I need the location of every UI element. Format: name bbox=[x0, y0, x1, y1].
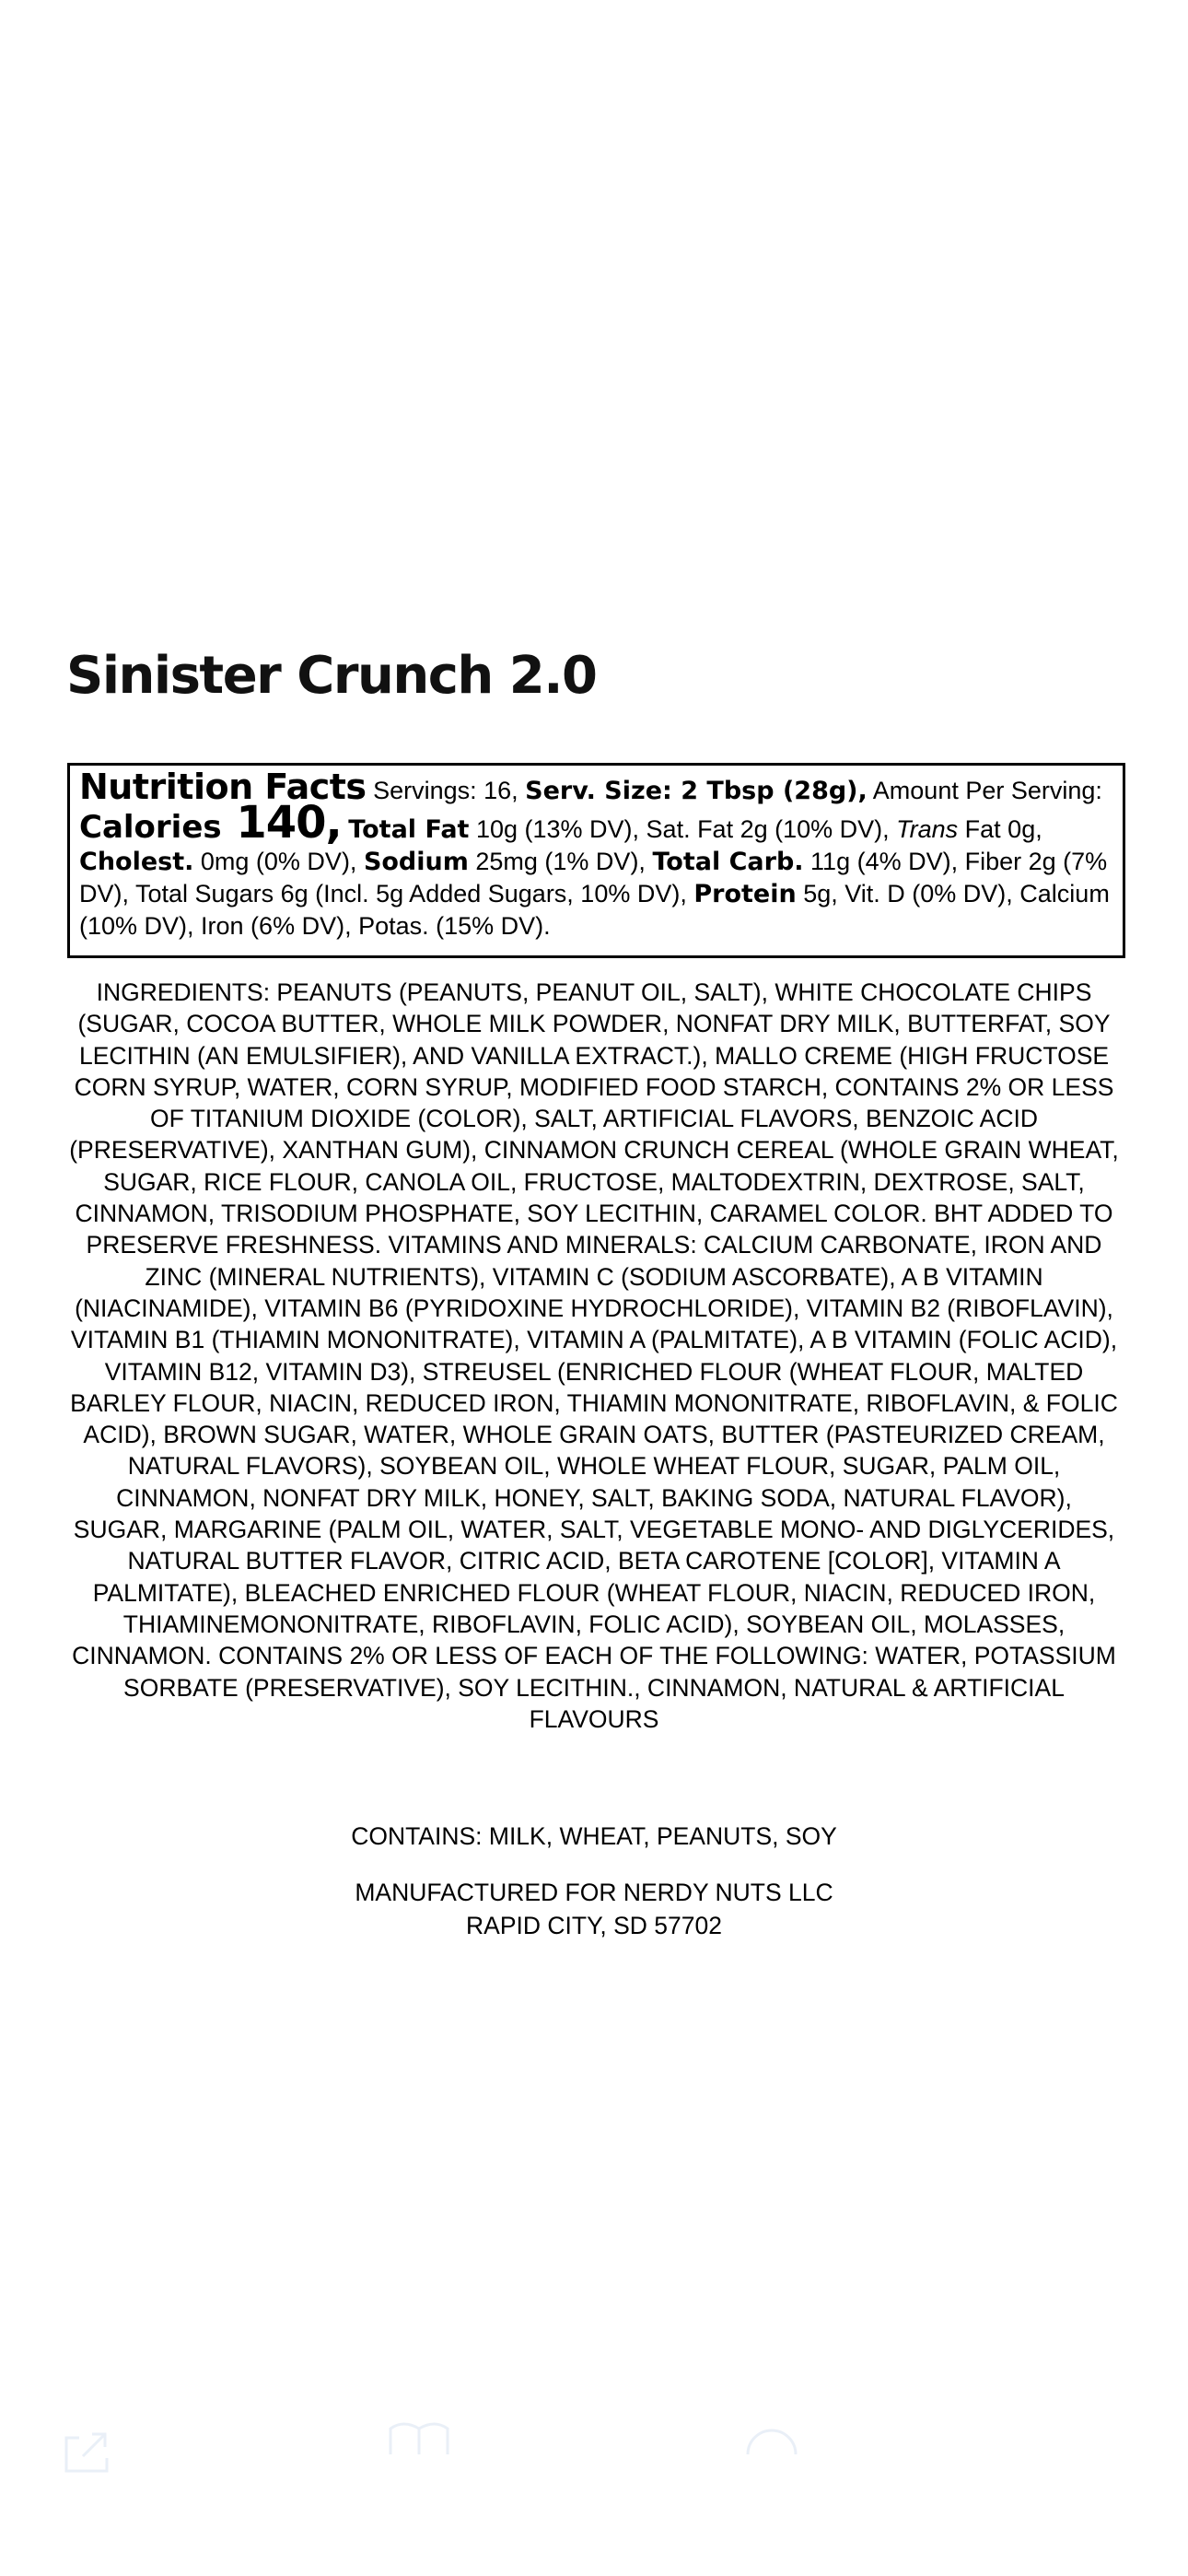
total-fat-value: 10g (13% DV), Sat. Fat 2g (10% DV), bbox=[469, 815, 897, 843]
nutrition-facts-box bbox=[67, 763, 1125, 958]
serving-size: Serv. Size: 2 Tbsp (28g), bbox=[525, 777, 868, 805]
manufacturer-address: RAPID CITY, SD 57702 bbox=[466, 1912, 722, 1939]
total-fat-label: Total Fat bbox=[348, 815, 470, 844]
bottom-toolbar bbox=[0, 2395, 1188, 2506]
cholesterol-label: Cholest. bbox=[79, 848, 194, 876]
sodium-value: 25mg (1% DV), bbox=[468, 848, 653, 875]
product-title: Sinister Crunch 2.0 bbox=[66, 646, 597, 706]
servings-text: Servings: 16, bbox=[366, 777, 526, 804]
trans-fat-label: Trans bbox=[896, 815, 959, 843]
calories-label: Calories bbox=[79, 809, 222, 846]
cholesterol-value: 0mg (0% DV), bbox=[193, 848, 364, 875]
share-icon[interactable] bbox=[63, 2429, 111, 2475]
calories-value: 140, bbox=[221, 797, 342, 849]
nutrition-facts-heading: Nutrition Facts bbox=[79, 767, 367, 807]
book-icon[interactable] bbox=[387, 2419, 451, 2456]
manufacturer-name: MANUFACTURED FOR NERDY NUTS LLC bbox=[355, 1879, 833, 1906]
protein-label: Protein bbox=[693, 880, 797, 908]
sodium-label: Sodium bbox=[363, 848, 469, 876]
compass-icon[interactable] bbox=[744, 2419, 799, 2456]
amount-per-serving: Amount Per Serving: bbox=[867, 777, 1102, 804]
total-carb-value: 11g (4% DV), Fiber 2g (7% DV), Total Sugars 6g (Incl. 5g Added Sugars, 10% DV), bbox=[79, 848, 1108, 907]
manufacturer-info bbox=[66, 1876, 1122, 1942]
protein-value: 5g, Vit. D (0% DV), Calcium (10% DV), Iron (6% DV), Potas. (15% DV). bbox=[79, 880, 1110, 940]
allergen-contains: CONTAINS: MILK, WHEAT, PEANUTS, SOY bbox=[351, 1822, 837, 1850]
trans-fat-value: Fat 0g, bbox=[958, 815, 1042, 843]
total-carb-label: Total Carb. bbox=[652, 848, 804, 876]
ingredients-text: INGREDIENTS: PEANUTS (PEANUTS, PEANUT OIL, SALT), WHITE CHOCOLATE CHIPS (SUGAR, COCOA BUTTER, WHOLE MILK POWDER, NONFAT DRY MILK, BUTTERFAT, SOY LECITHIN (AN EMULSIFIER), AND VANILLA EXTRACT.), MALLO CREME (HIGH FRUCTOSE CORN SYRUP, WATER, CORN SYRUP, MODIFIED FOOD STARCH, CONTAINS 2% OR LESS OF TITANIUM DIOXIDE (COLOR), SALT, ARTIFICIAL FLAVORS, BENZOIC ACID (PRESERVATIVE), XANTHAN GUM), CINNAMON CRUNCH CEREAL (WHOLE GRAIN WHEAT, SUGAR, RICE FLOUR, CANOLA OIL, FRUCTOSE, MALTODEXTRIN, DEXTROSE, SALT, CINNAMON, TRISODIUM PHOSPHATE, SOY LECITHIN, CARAMEL COLOR. BHT ADDED TO PRESERVE FRESHNESS. VITAMINS AND MINERALS: CALCIUM CARBONATE, IRON AND ZINC (MINERAL NUTRIENTS), VITAMIN C (SODIUM ASCORBATE), A B VITAMIN (NIACINAMIDE), VITAMIN B6 (PYRIDOXINE HYDROCHLORIDE), VITAMIN B2 (RIBOFLAVIN), VITAMIN B1 (THIAMIN MONONITRATE), VITAMIN A (PALMITATE), A B VITAMIN (FOLIC ACID), VITAMIN B12, VITAMIN D3), STREUSEL (ENRICHED FLOUR (WHEAT FLOUR, MALTED BARLEY FLOUR, NIACIN, REDUCED IRON, THIAMIN MONONITRATE, RIBOFLAVIN, & FOLIC ACID), BROWN SUGAR, WATER, WHOLE GRAIN OATS, BUTTER (PASTEURIZED CREAM, NATURAL FLAVORS), SOYBEAN OIL, WHOLE WHEAT FLOUR, SUGAR, PALM OIL, CINNAMON, NONFAT DRY MILK, HONEY, SALT, BAKING SODA, NATURAL FLAVOR), SUGAR, MARGARINE (PALM OIL, WATER, SALT, VEGETABLE MONO- AND DIGLYCERIDES, NATURAL BUTTER FLAVOR, CITRIC ACID, BETA CAROTENE [COLOR], VITAMIN A PALMITATE), BLEACHED ENRICHED FLOUR (WHEAT FLOUR, NIACIN, REDUCED IRON, THIAMINEMONONITRATE, RIBOFLAVIN, FOLIC ACID), SOYBEAN OIL, MOLASSES, CINNAMON. CONTAINS 2% OR LESS OF EACH OF THE FOLLOWING: WATER, POTASSIUM SORBATE (PRESERVATIVE), SOY LECITHIN., CINNAMON, NATURAL & ARTIFICIAL FLAVOURS bbox=[69, 978, 1119, 1733]
